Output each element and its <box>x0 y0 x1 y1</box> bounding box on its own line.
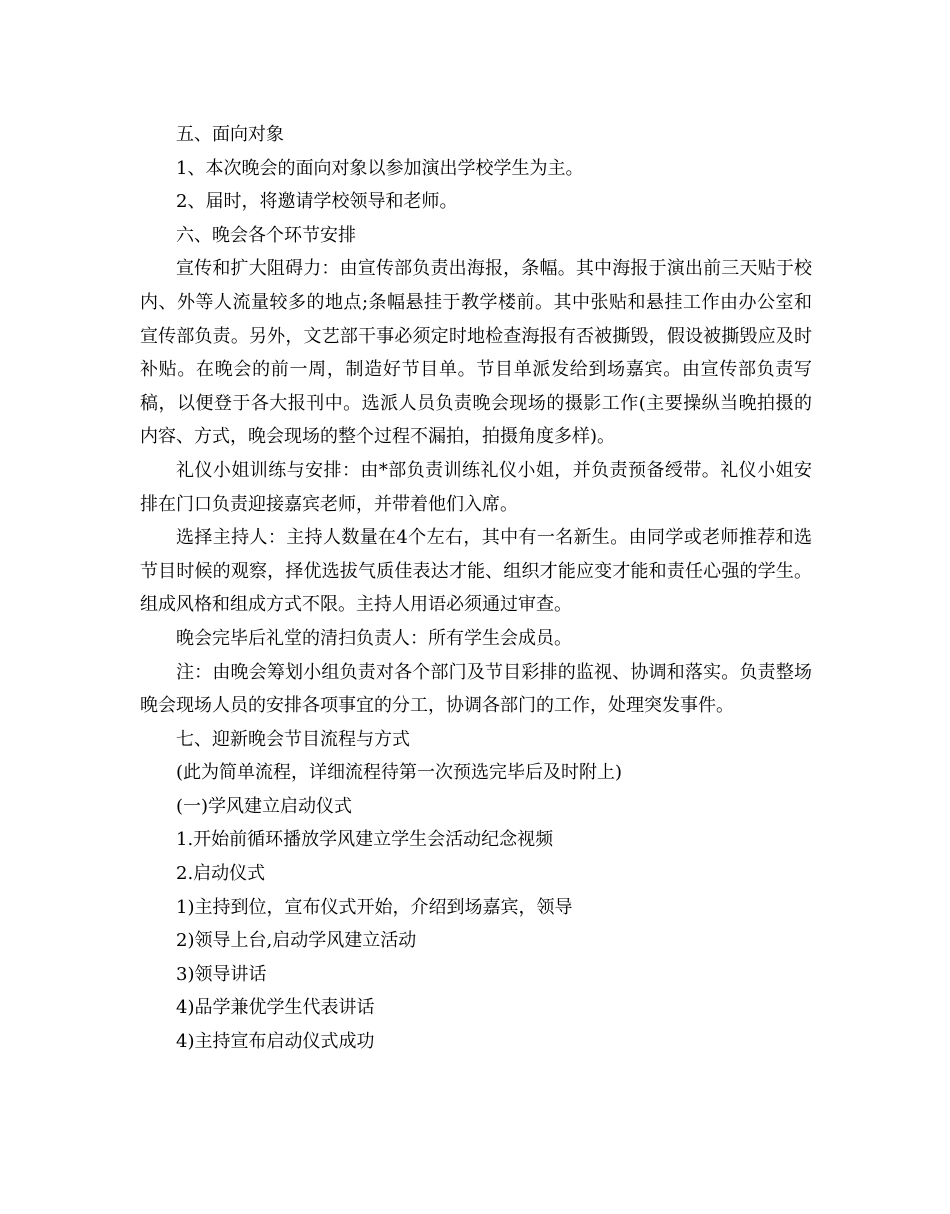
heading-program-flow: 七、迎新晚会节目流程与方式 <box>176 728 410 750</box>
paragraph-publicity: 宣传和扩大阻碍力：由宣传部负责出海报，条幅。其中海报于演出前三天贴于校内、外等人流量较多的地点;条幅悬挂于教学楼前。其中张贴和悬挂工作由办公室和宣传部负责。另外，文艺部干事必须定时地检查海报有否被撕毁，假设被撕毁应及时补贴。在晚会的前一周，制造好节目单。节目单派发给到场嘉宾。由宣传部负责写稿，以便登于各大报刊中。选派人员负责晚会现场的摄影工作(主要操纵当晚拍摄的内容、方式，晚会现场的整个过程不漏拍，拍摄角度多样)。 <box>140 258 812 448</box>
paragraph-hosts: 选择主持人：主持人数量在4个左右，其中有一名新生。由同学或老师推荐和选节目时候的观察，择优选拔气质佳表达才能、组织才能应变才能和责任心强的学生。组成风格和组成方式不限。主持人用语必须通过审查。 <box>140 527 812 616</box>
heading-launch-ceremony: (一)学风建立启动仪式 <box>176 795 353 817</box>
list-subitem-1: 1)主持到位，宣布仪式开始，介绍到场嘉宾，领导 <box>176 896 573 918</box>
paragraph-audience-1: 1、本次晚会的面向对象以参加演出学校学生为主。 <box>176 157 584 179</box>
document-body <box>140 118 812 1059</box>
list-subitem-5: 4)主持宣布启动仪式成功 <box>176 1031 375 1053</box>
paragraph-cleaning: 晚会完毕后礼堂的清扫负责人：所有学生会成员。 <box>176 627 572 649</box>
list-subitem-3: 3)领导讲话 <box>176 963 267 985</box>
list-item-1: 1.开始前循环播放学风建立学生会活动纪念视频 <box>176 829 554 851</box>
heading-arrangements: 六、晚会各个环节安排 <box>176 224 356 246</box>
paragraph-audience-2: 2、届时，将邀请学校领导和老师。 <box>176 191 458 213</box>
paragraph-flow-note: (此为简单流程，详细流程待第一次预选完毕后及时附上) <box>176 762 623 784</box>
paragraph-note: 注：由晚会筹划小组负责对各个部门及节目彩排的监视、协调和落实。负责整场晚会现场人员的安排各项事宜的分工，协调各部门的工作，处理突发事件。 <box>140 661 812 717</box>
list-subitem-4: 4)品学兼优学生代表讲话 <box>176 997 375 1019</box>
heading-target-audience: 五、面向对象 <box>176 124 284 145</box>
list-subitem-2: 2)领导上台,启动学风建立活动 <box>176 930 417 952</box>
paragraph-etiquette: 礼仪小姐训练与安排：由*部负责训练礼仪小姐，并负责预备绶带。礼仪小姐安排在门口负责迎接嘉宾老师，并带着他们入席。 <box>140 459 812 515</box>
list-item-2: 2.启动仪式 <box>176 863 266 885</box>
